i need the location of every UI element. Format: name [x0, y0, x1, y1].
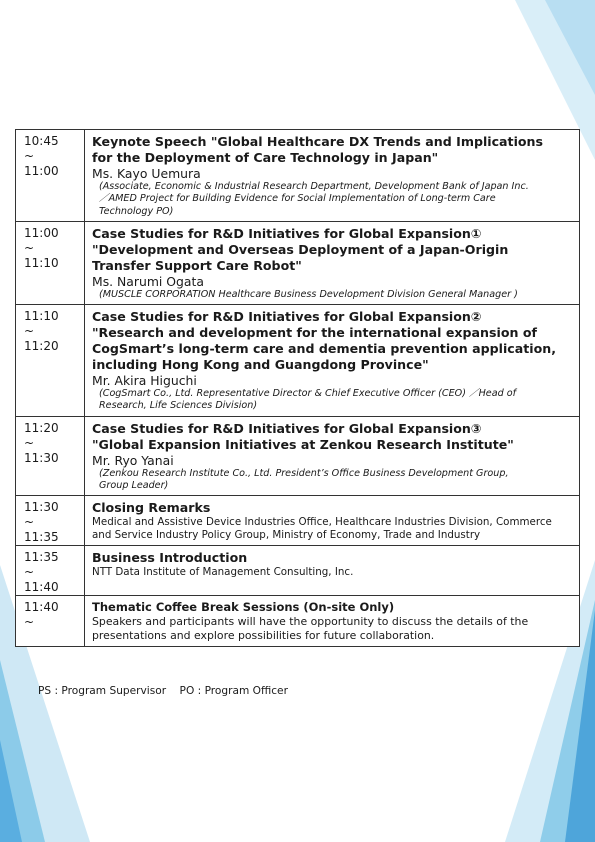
table-row [16, 546, 580, 596]
time-cell [16, 546, 85, 596]
content-cell [85, 496, 580, 546]
table-row [16, 596, 580, 647]
time-end: 11:35 [24, 530, 59, 545]
time-tilde: ~ [24, 240, 35, 255]
content-cell [85, 596, 580, 647]
table-row [16, 130, 580, 222]
speaker-name: Ms. Kayo Uemura [92, 166, 201, 181]
content-cell [85, 130, 580, 222]
session-description: Medical and Assistive Device Industries Office, Healthcare Industries Division, Commerce and Service Industry Policy Group, Ministry of Economy, Trade and Industry [92, 516, 552, 541]
speaker-affiliation: (Zenkou Research Institute Co., Ltd. President’s Office Business Development Group, Group Leader) [99, 467, 509, 492]
time-end: 11:30 [24, 450, 59, 465]
time-cell [16, 496, 85, 546]
session-title: Business Introduction [92, 550, 248, 566]
time-end: 11:40 [24, 580, 59, 595]
time-start: 11:35 [24, 550, 59, 565]
session-title: Case Studies for R&D Initiatives for Global Expansion③ "Global Expansion Initiatives at Zenkou Research Institute" [92, 420, 514, 452]
time-cell [16, 416, 85, 496]
footnote: PS : Program Supervisor PO : Program Officer [38, 685, 288, 697]
time-tilde: ~ [24, 515, 35, 530]
content-cell [85, 221, 580, 304]
speaker-name: Mr. Akira Higuchi [92, 373, 197, 389]
speaker-affiliation: (MUSCLE CORPORATION Healthcare Business Development Division General Manager ) [99, 288, 518, 300]
table-row [16, 496, 580, 546]
program-table [15, 129, 580, 647]
table-row [16, 221, 580, 304]
time-cell [16, 221, 85, 304]
session-title: Closing Remarks [92, 500, 211, 516]
time-tilde: ~ [24, 565, 35, 580]
session-description: Speakers and participants will have the opportunity to discuss the details of the presentations and explore possibilities for future collaboration. [92, 615, 529, 643]
speaker-name: Mr. Ryo Yanai [92, 452, 174, 468]
time-tilde: ~ [24, 615, 35, 630]
time-tilde: ~ [24, 324, 35, 339]
content-cell [85, 546, 580, 596]
time-end: 11:00 [24, 164, 59, 178]
session-title: Case Studies for R&D Initiatives for Global Expansion② "Research and development for the international expansion of CogSmart’s long-term care and dementia prevention application, including Hong Kong and Guangdong Province" [92, 309, 557, 373]
time-tilde: ~ [24, 435, 35, 450]
time-start: 11:20 [24, 420, 59, 435]
time-cell [16, 596, 85, 647]
time-end: 11:10 [24, 255, 59, 270]
time-start: 11:00 [24, 225, 59, 240]
time-start: 10:45 [24, 134, 59, 148]
speaker-affiliation: (CogSmart Co., Ltd. Representative Director & Chief Executive Officer (CEO) ／Head of Research, Life Sciences Division) [99, 388, 516, 412]
content-cell [85, 305, 580, 417]
content-cell [85, 416, 580, 496]
time-end: 11:20 [24, 339, 59, 354]
session-title: Thematic Coffee Break Sessions (On-site Only) [92, 600, 395, 615]
session-title: Case Studies for R&D Initiatives for Global Expansion① "Development and Overseas Deployment of a Japan-Origin Transfer Support Care Robot" [92, 225, 509, 273]
time-start: 11:40 [24, 600, 59, 615]
table-row [16, 305, 580, 417]
speaker-name: Ms. Narumi Ogata [92, 273, 204, 289]
time-tilde: ~ [24, 149, 35, 163]
time-start: 11:10 [24, 309, 59, 324]
session-description: NTT Data Institute of Management Consulting, Inc. [92, 566, 354, 579]
speaker-affiliation: (Associate, Economic & Industrial Research Department, Development Bank of Japan Inc. ／AMED Project for Building Evidence for Social Implementation of Long-term Care Technology PO) [99, 181, 529, 217]
table-row [16, 416, 580, 496]
session-title: Keynote Speech "Global Healthcare DX Trends and Implications for the Deployment of Care Technology in Japan" [92, 134, 544, 165]
time-cell [16, 305, 85, 417]
time-start: 11:30 [24, 500, 59, 515]
time-cell [16, 130, 85, 222]
